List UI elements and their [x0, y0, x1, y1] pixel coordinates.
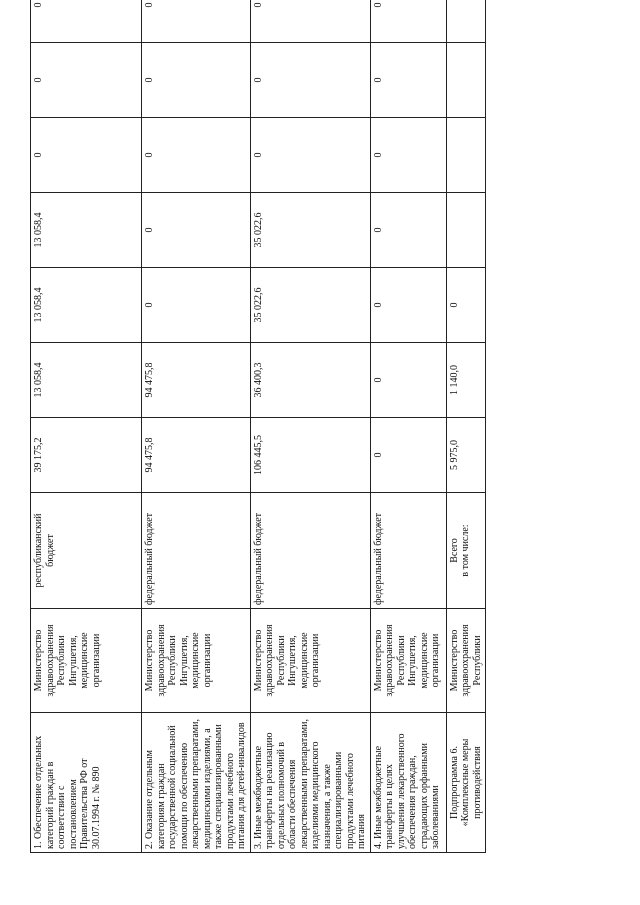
value-cell: 0 [31, 43, 142, 118]
table-row [370, 0, 446, 853]
value-cell: 13 058,4 [31, 343, 142, 418]
row-executor: Министерство здравоохранения Республики Ингушетия, медицинские организации [250, 609, 370, 713]
value-cell [446, 193, 486, 268]
value-cell: 0 [370, 43, 446, 118]
row-funding-source: федеральный бюджет [142, 493, 251, 609]
row-name: 2. Оказание отдельным категориям граждан государственной социальной помощи по обеспечению лекарственными препаратами, медицинскими изделиями, а также специализированными продуктами лечебного питания для детей-инвалидов [142, 713, 251, 853]
value-cell: 0 [370, 268, 446, 343]
value-cell [446, 43, 486, 118]
value-cell: 0 [142, 0, 251, 43]
table-row [142, 0, 251, 853]
value-cell: 94 475,8 [142, 418, 251, 493]
value-cell: 1 140,0 [446, 343, 486, 418]
value-cell: 0 [370, 118, 446, 193]
row-executor: Министерство здравоохранения Республики Ингушетия, медицинские организации [370, 609, 446, 713]
budget-table [30, 0, 486, 853]
value-cell: 0 [370, 418, 446, 493]
value-cell: 0 [250, 43, 370, 118]
value-cell: 94 475,8 [142, 343, 251, 418]
row-funding-source: федеральный бюджет [370, 493, 446, 609]
value-cell: 0 [142, 268, 251, 343]
row-funding-source: федеральный бюджет [250, 493, 370, 609]
row-executor: Министерство здравоохранения Республики Ингушетия, медицинские организации [142, 609, 251, 713]
value-cell: 13 058,4 [31, 268, 142, 343]
value-cell: 35 022,6 [250, 268, 370, 343]
value-cell [446, 0, 486, 43]
value-cell: 36 400,3 [250, 343, 370, 418]
row-name: 3. Иные межбюджетные трансферты на реализацию отдельных полномочий в области обеспечения лекарственными препаратами, изделиями медицинского назначения, а также специализированными продуктами лечебного питания [250, 713, 370, 853]
value-cell: 0 [370, 0, 446, 43]
row-funding-source: республиканский бюджет [31, 493, 142, 609]
value-cell: 0 [142, 118, 251, 193]
rotated-page [30, 2, 483, 853]
row-executor: Министерство здравоохранения Республики Ингушетия, медицинские организации [31, 609, 142, 713]
value-cell: 106 445,5 [250, 418, 370, 493]
value-cell: 0 [250, 118, 370, 193]
value-cell: 35 022,6 [250, 193, 370, 268]
value-cell: 0 [370, 343, 446, 418]
value-cell: 13 058,4 [31, 193, 142, 268]
row-name: Подпрограмма 6. «Комплексные меры противодействия [446, 713, 486, 853]
value-cell [446, 118, 486, 193]
value-cell: 39 175,2 [31, 418, 142, 493]
row-funding-source: Всего в том числе: [446, 493, 486, 609]
value-cell: 5 975,0 [446, 418, 486, 493]
value-cell: 0 [446, 268, 486, 343]
table-row [250, 0, 370, 853]
row-name: 4. Иные межбюджетные трансферты в целях улучшения лекарственного обеспечения граждан, страдающих орфанными заболеваниями [370, 713, 446, 853]
value-cell: 0 [142, 193, 251, 268]
row-name: 1. Обеспечение отдельных категорий граждан в соответствии с постановлением Правительства РФ от 30.07.1994 г. № 890 [31, 713, 142, 853]
value-cell: 0 [142, 43, 251, 118]
value-cell: 0 [370, 193, 446, 268]
value-cell: 0 [31, 118, 142, 193]
value-cell: 0 [31, 0, 142, 43]
value-cell: 0 [250, 0, 370, 43]
row-executor: Министерство здравоохранения Республики [446, 609, 486, 713]
table-row [31, 0, 142, 853]
table-row [446, 0, 486, 853]
